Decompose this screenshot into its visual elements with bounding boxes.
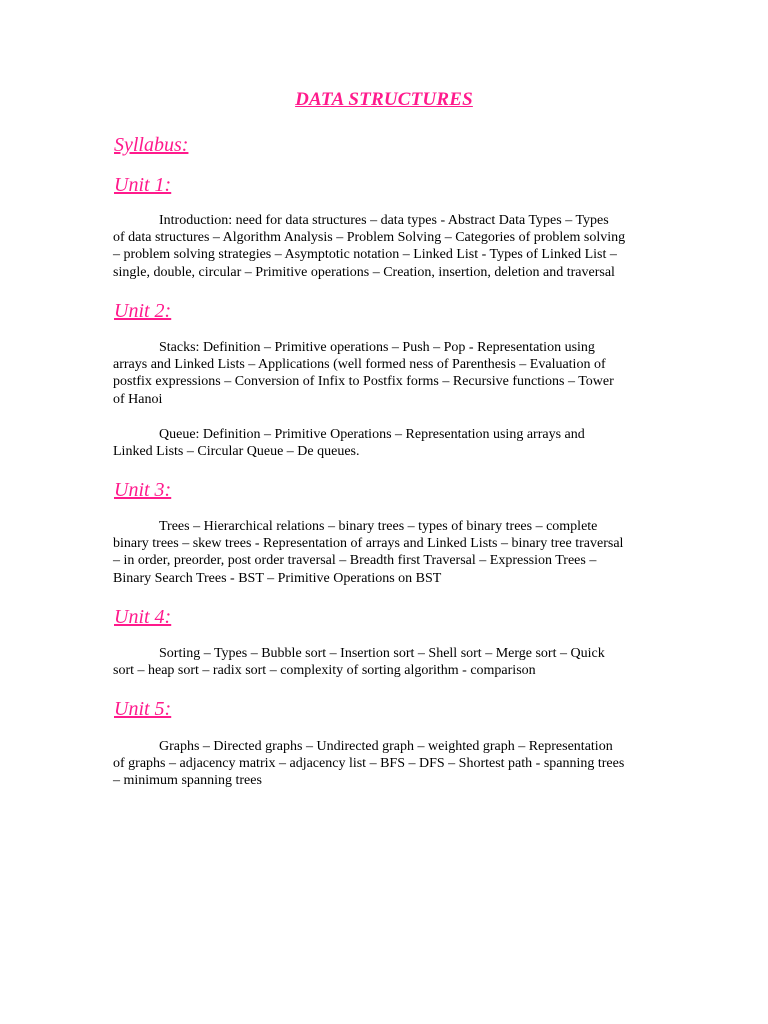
text-line: Queue: Definition – Primitive Operations – Representation using arrays and xyxy=(159,427,585,442)
syllabus-heading: Syllabus: xyxy=(114,134,189,156)
text-line: Sorting – Types – Bubble sort – Insertion sort – Shell sort – Merge sort – Quick xyxy=(159,646,605,661)
text-line: Introduction: need for data structures – data types - Abstract Data Types – Types xyxy=(159,213,609,228)
text-line: – minimum spanning trees xyxy=(113,773,262,789)
unit-5-paragraph xyxy=(113,738,653,790)
unit-2-paragraph-queue xyxy=(113,426,653,460)
text-line: – in order, preorder, post order traversal – Breadth first Traversal – Expression Trees – xyxy=(113,553,597,569)
text-line: binary trees – skew trees - Representation of arrays and Linked Lists – binary tree traversal xyxy=(113,536,624,552)
unit-2-paragraph-stacks xyxy=(113,339,653,408)
unit-3-heading: Unit 3: xyxy=(114,479,172,501)
text-line: Trees – Hierarchical relations – binary trees – types of binary trees – complete xyxy=(159,519,598,534)
text-line: arrays and Linked Lists – Applications (well formed ness of Parenthesis – Evaluation of xyxy=(113,357,606,373)
text-line: Graphs – Directed graphs – Undirected graph – weighted graph – Representation xyxy=(159,739,613,754)
text-line: of graphs – adjacency matrix – adjacency list – BFS – DFS – Shortest path - spanning trees xyxy=(113,756,625,772)
unit-1-heading: Unit 1: xyxy=(114,174,172,196)
unit-3-paragraph xyxy=(113,518,653,587)
unit-2-heading: Unit 2: xyxy=(114,300,172,322)
text-line: Stacks: Definition – Primitive operations – Push – Pop - Representation using xyxy=(159,340,595,355)
unit-1-paragraph xyxy=(113,212,653,281)
unit-4-paragraph xyxy=(113,645,653,679)
text-line: Binary Search Trees - BST – Primitive Operations on BST xyxy=(113,570,442,586)
unit-5-heading: Unit 5: xyxy=(114,698,172,720)
text-line: postfix expressions – Conversion of Infix to Postfix forms – Recursive functions – Tower xyxy=(113,374,614,390)
unit-4-heading: Unit 4: xyxy=(114,606,172,628)
document-title: DATA STRUCTURES xyxy=(295,89,473,110)
text-line: of Hanoi xyxy=(113,391,163,407)
text-line: of data structures – Algorithm Analysis – Problem Solving – Categories of problem solving xyxy=(113,230,626,246)
text-line: – problem solving strategies – Asymptotic notation – Linked List - Types of Linked List – xyxy=(113,247,617,263)
text-line: Linked Lists – Circular Queue – De queues. xyxy=(113,444,360,460)
text-line: single, double, circular – Primitive operations – Creation, insertion, deletion and traversal xyxy=(113,264,615,280)
text-line: sort – heap sort – radix sort – complexity of sorting algorithm - comparison xyxy=(113,663,536,679)
